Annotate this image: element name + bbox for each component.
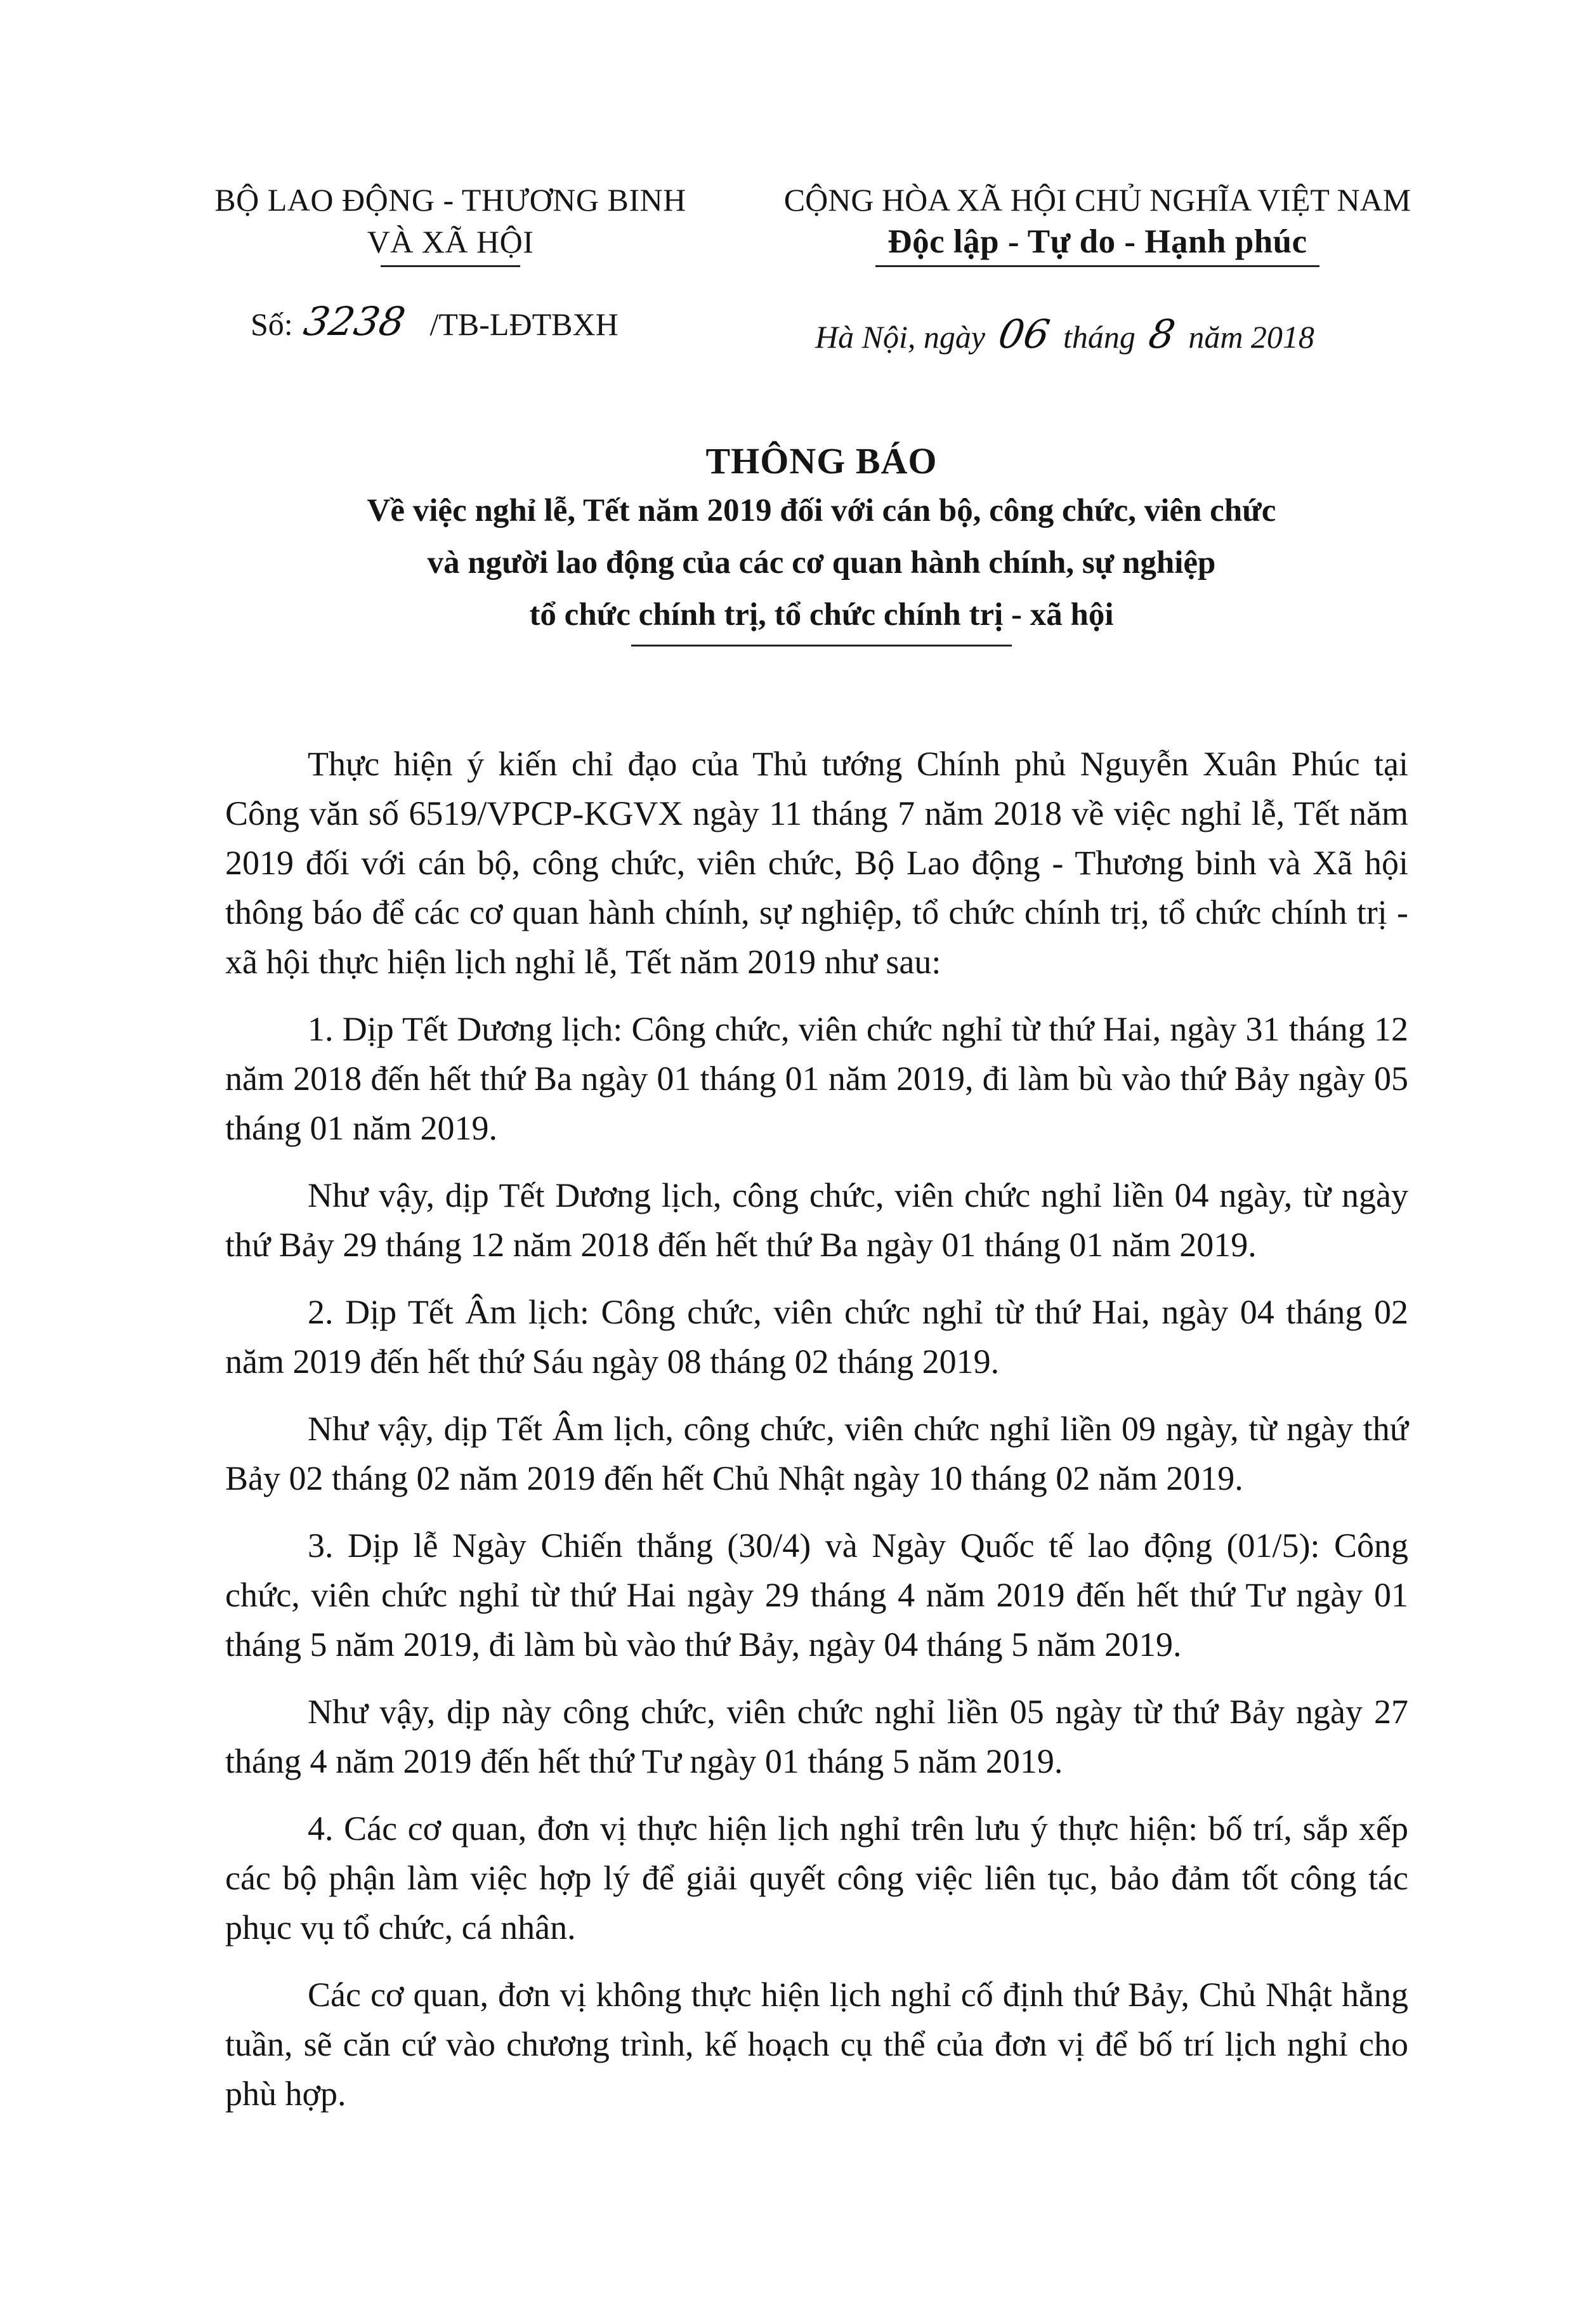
body-paragraph: 4. Các cơ quan, đơn vị thực hiện lịch nghỉ trên lưu ý thực hiện: bố trí, sắp xếp các bộ phận làm việc hợp lý để giải quyết công việc liên tục, bảo đảm tốt công tác phục vụ tổ chức, cá nhân.	[225, 1809, 1408, 1947]
national-heading	[749, 179, 1446, 267]
agency-line-2: VÀ XÃ HỘI	[367, 224, 534, 259]
date-year: năm 2018	[1188, 319, 1314, 355]
document-date	[815, 311, 1314, 357]
title-main: THÔNG BÁO	[705, 440, 938, 482]
document-number	[251, 298, 619, 345]
body-paragraph: Như vậy, dịp Tết Dương lịch, công chức, viên chức nghỉ liền 04 ngày, từ ngày thứ Bảy 29 tháng 12 năm 2018 đến hết thứ Ba ngày 01 tháng 01 năm 2019.	[225, 1176, 1408, 1264]
date-month: 8	[1145, 311, 1179, 357]
date-day: 06	[995, 311, 1054, 357]
issuing-agency	[190, 179, 710, 267]
agency-line-1: BỘ LAO ĐỘNG - THƯƠNG BINH	[214, 182, 686, 218]
title-line-1: Về việc nghỉ lễ, Tết năm 2019 đối với cán bộ, công chức, viên chức	[367, 493, 1276, 528]
date-prefix: Hà Nội, ngày	[815, 319, 986, 355]
body-paragraph: Các cơ quan, đơn vị không thực hiện lịch nghỉ cố định thứ Bảy, Chủ Nhật hằng tuần, sẽ căn cứ vào chương trình, kế hoạch cụ thể của đơn vị để bố trí lịch nghỉ cho phù hợp.	[225, 1976, 1408, 2113]
doc-number-prefix: Số:	[251, 306, 293, 342]
title-line-3: tổ chức chính trị, tổ chức chính trị - xã hội	[529, 597, 1114, 633]
notice-body	[225, 739, 1408, 2136]
national-motto: Độc lập - Tự do - Hạnh phúc	[887, 223, 1307, 260]
body-paragraph: 3. Dịp lễ Ngày Chiến thắng (30/4) và Ngày Quốc tế lao động (01/5): Công chức, viên chức nghỉ từ thứ Hai ngày 29 tháng 4 năm 2019 đến hết thứ Tư ngày 01 tháng 5 năm 2019, đi làm bù vào thứ Bảy, ngày 04 tháng 5 năm 2019.	[225, 1526, 1408, 1664]
doc-number-handwritten: 3238	[300, 298, 409, 345]
doc-number-suffix: /TB-LĐTBXH	[429, 306, 619, 342]
body-paragraph: Thực hiện ý kiến chỉ đạo của Thủ tướng Chính phủ Nguyễn Xuân Phúc tại Công văn số 6519/VPCP-KGVX ngày 11 tháng 7 năm 2018 về việc nghỉ lễ, Tết năm 2019 đối với cán bộ, công chức, viên chức, Bộ Lao động - Thương binh và Xã hội thông báo để các cơ quan hành chính, sự nghiệp, tổ chức chính trị, tổ chức chính trị - xã hội thực hiện lịch nghỉ lễ, Tết năm 2019 như sau:	[225, 745, 1408, 981]
title-line-2: và người lao động của các cơ quan hành chính, sự nghiệp	[427, 545, 1216, 581]
date-month-label: tháng	[1063, 319, 1136, 355]
title-underline	[631, 645, 1012, 647]
body-paragraph: Như vậy, dịp này công chức, viên chức nghỉ liền 05 ngày từ thứ Bảy ngày 27 tháng 4 năm 2019 đến hết thứ Tư ngày 01 tháng 5 năm 2019.	[225, 1693, 1408, 1780]
body-paragraph: Như vậy, dịp Tết Âm lịch, công chức, viên chức nghỉ liền 09 ngày, từ ngày thứ Bảy 02 tháng 02 năm 2019 đến hết Chủ Nhật ngày 10 tháng 02 năm 2019.	[225, 1410, 1408, 1497]
agency-underline	[381, 265, 520, 267]
motto-underline	[875, 265, 1319, 267]
nation-title: CỘNG HÒA XÃ HỘI CHỦ NGHĨA VIỆT NAM	[783, 182, 1411, 218]
notice-title	[190, 438, 1453, 647]
body-paragraph: 1. Dịp Tết Dương lịch: Công chức, viên chức nghỉ từ thứ Hai, ngày 31 tháng 12 năm 2018 đến hết thứ Ba ngày 01 tháng 01 năm 2019, đi làm bù vào thứ Bảy ngày 05 tháng 01 năm 2019.	[225, 1010, 1408, 1147]
body-paragraph: 2. Dịp Tết Âm lịch: Công chức, viên chức nghỉ từ thứ Hai, ngày 04 tháng 02 năm 2019 đến hết thứ Sáu ngày 08 tháng 02 tháng 2019.	[225, 1293, 1408, 1381]
